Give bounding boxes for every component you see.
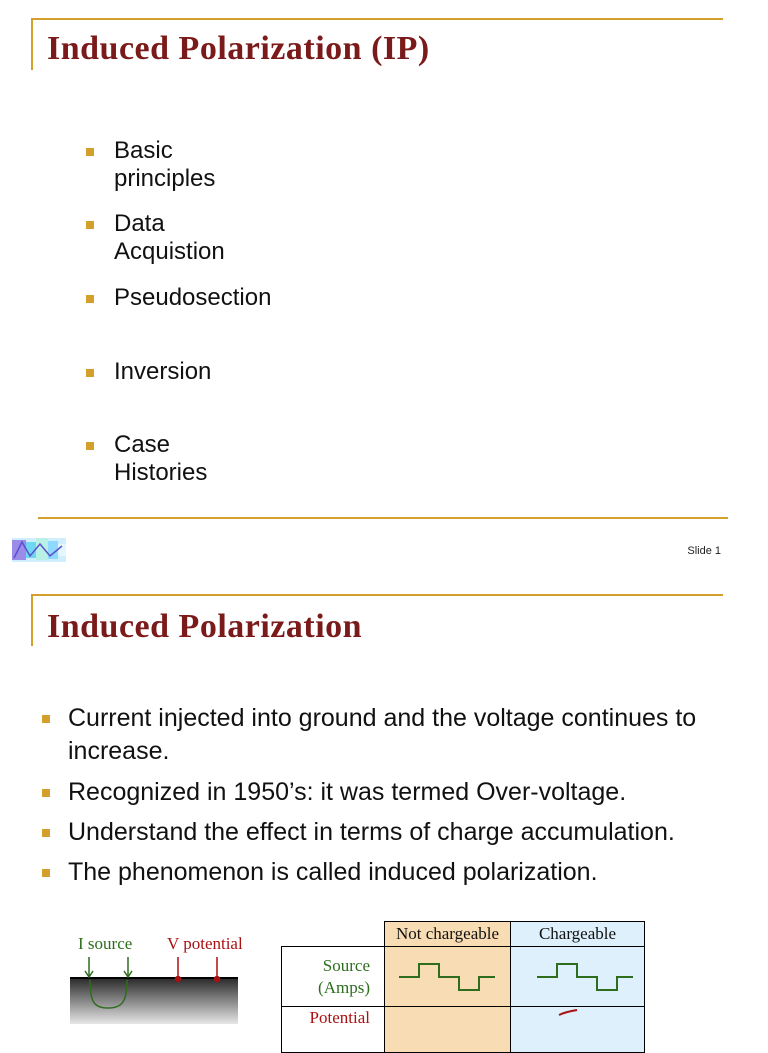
title-rule-top — [33, 594, 723, 596]
bullet-text: Pseudosection — [114, 284, 272, 311]
footer-logo-icon — [12, 538, 66, 562]
bullet-text: Data Acquistion — [114, 210, 225, 265]
bullet-item — [114, 431, 207, 487]
bullet-text: Recognized in 1950’s: it was termed Over-voltage. — [68, 778, 627, 806]
bullet-text: Basic principles — [114, 137, 216, 192]
bullet-item — [114, 284, 271, 312]
col-header-chargeable: Chargeable — [511, 922, 645, 947]
footer-rule — [38, 517, 728, 519]
bullet-item — [114, 210, 225, 266]
bullet-square-icon — [86, 295, 94, 303]
slide-2 — [0, 580, 768, 1027]
potential-not-chargeable-cell — [385, 1007, 511, 1053]
col-header-not-chargeable: Not chargeable — [385, 922, 511, 947]
potential-chargeable-cell — [511, 1007, 645, 1053]
bullet-square-icon — [42, 715, 50, 723]
bullet-square-icon — [86, 221, 94, 229]
slide-number: Slide 1 — [687, 545, 721, 557]
bullet-square-icon — [42, 789, 50, 797]
bullet-text: Case Histories — [114, 431, 208, 486]
bullet-item — [68, 702, 758, 768]
bullet-square-icon — [42, 869, 50, 877]
row-label-potential: Potential — [282, 1007, 385, 1053]
square-wave-icon — [511, 947, 644, 1001]
table-corner — [282, 922, 385, 947]
bullet-item — [68, 856, 758, 889]
title-rule-left — [31, 18, 33, 70]
bullet-square-icon — [86, 369, 94, 377]
bullet-text: Inversion — [114, 358, 212, 385]
decay-curve-icon — [511, 1007, 644, 1047]
bullet-item — [68, 816, 758, 849]
bullet-text: Current injected into ground and the voltage continues to increase. — [68, 704, 697, 765]
title-rule-top — [33, 18, 723, 20]
bullet-square-icon — [42, 829, 50, 837]
source-chargeable-cell — [511, 947, 645, 1007]
source-not-chargeable-cell — [385, 947, 511, 1007]
square-wave-icon — [385, 947, 510, 1001]
row-label-line: Source — [322, 955, 370, 975]
bullet-item — [68, 776, 758, 809]
row-label-line: (Amps) — [318, 977, 370, 997]
bullet-text: The phenomenon is called induced polarization. — [68, 858, 598, 886]
electrode-diagram — [60, 910, 260, 1024]
bullet-square-icon — [86, 148, 94, 156]
slide-1-title: Induced Polarization (IP) — [47, 30, 430, 67]
chargeability-table — [281, 921, 645, 1053]
bullet-item — [114, 137, 215, 193]
ground-block — [70, 978, 238, 1024]
slide-2-title: Induced Polarization — [47, 608, 363, 645]
bullet-square-icon — [86, 442, 94, 450]
v-potential-label: V potential — [167, 934, 243, 953]
bullet-text: Understand the effect in terms of charge accumulation. — [68, 818, 675, 846]
i-source-label: I source — [78, 934, 133, 953]
bullet-item — [114, 358, 211, 386]
row-label-source — [282, 947, 385, 1007]
title-rule-left — [31, 594, 33, 646]
